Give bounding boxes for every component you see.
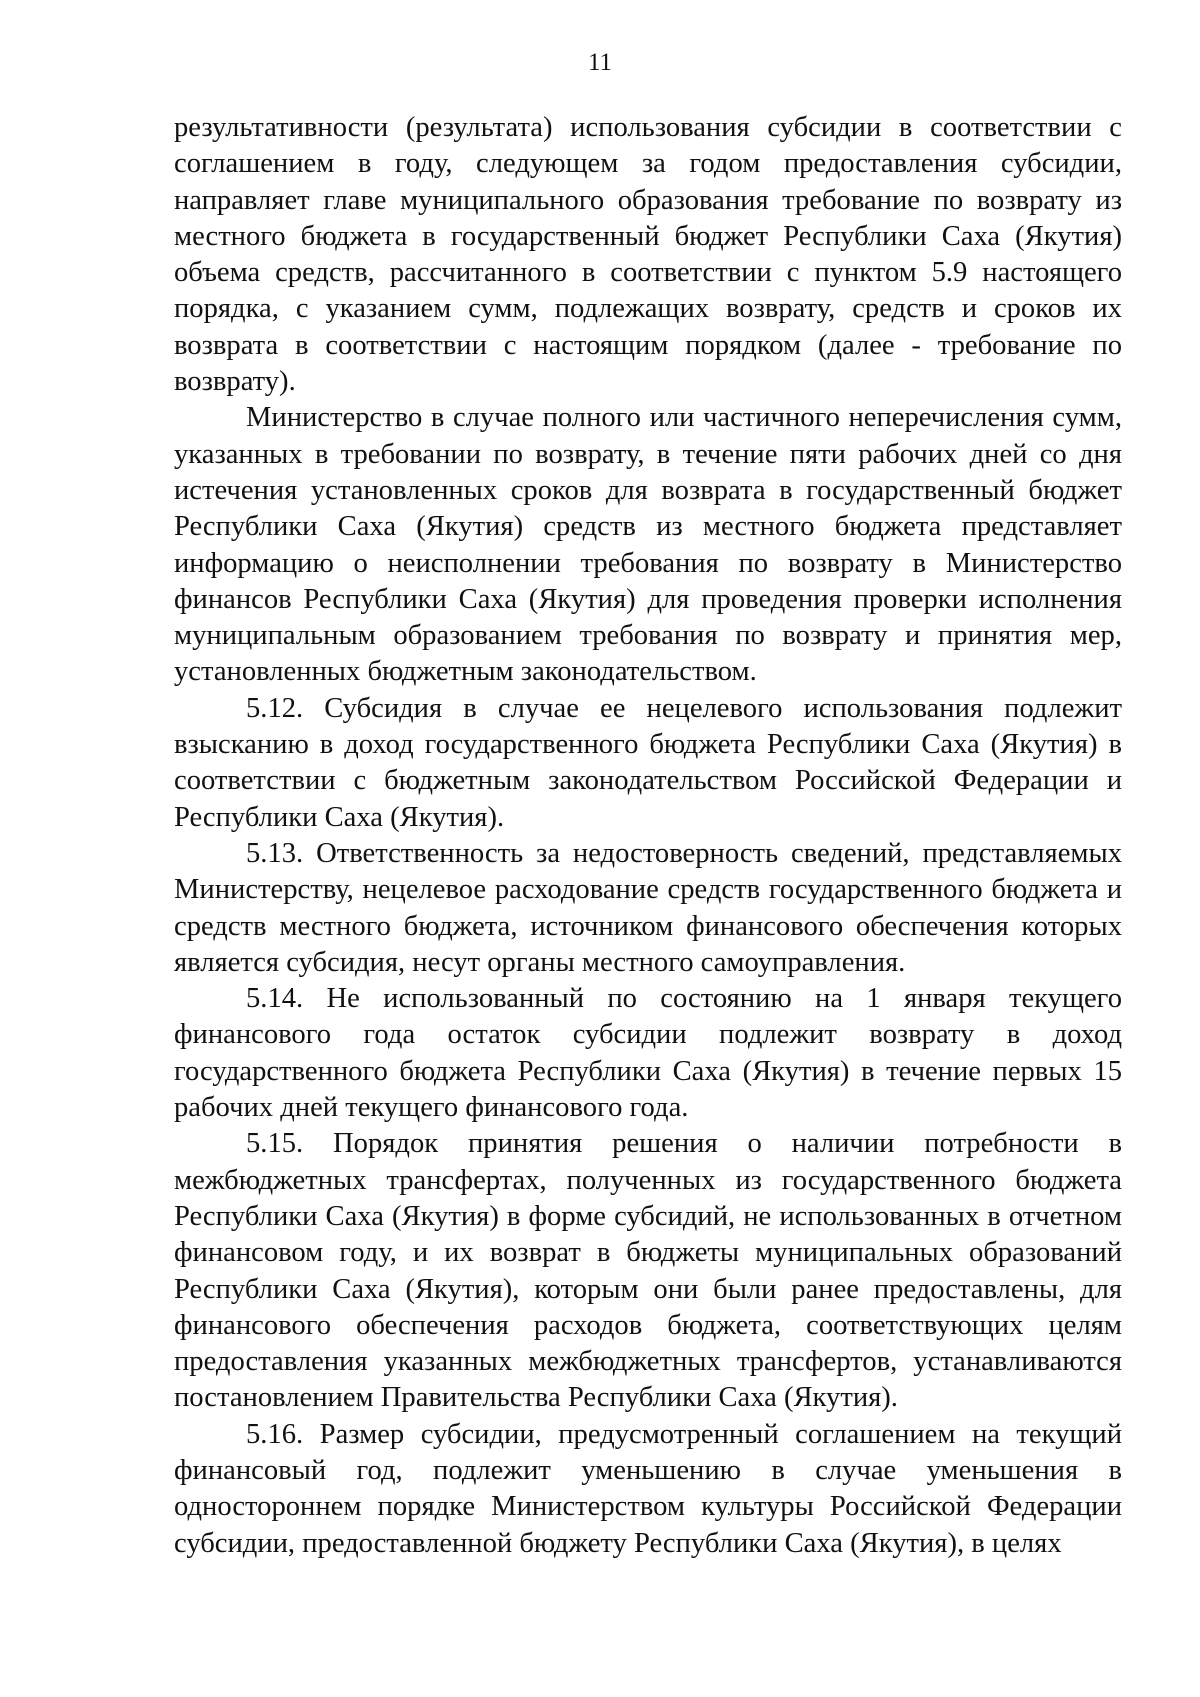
paragraph-5-16: 5.16. Размер субсидии, предусмотренный соглашением на текущий финансовый год, подлежит уменьшению в случае уменьшения в одностороннем порядке Министерством культуры Российской Федерации субсидии, предоставленной бюджету Республики Саха (Якутия), в целях [174, 1418, 1122, 1559]
paragraph-5-13: 5.13. Ответственность за недостоверность сведений, представляемых Министерству, нецелевое расходование средств государственного бюджета и средств местного бюджета, источником финансового обеспечения которых является субсидия, несут органы местного самоуправления. [174, 837, 1122, 978]
paragraph-5-12: 5.12. Субсидия в случае ее нецелевого использования подлежит взысканию в доход государственного бюджета Республики Саха (Якутия) в соответствии с бюджетным законодательством Российской Федерации и Республики Саха (Якутия). [174, 692, 1122, 833]
paragraph-continuation: результативности (результата) использования субсидии в соответствии с соглашением в году, следующем за годом предоставления субсидии, направляет главе муниципального образования требование по возврату из местного бюджета в государственный бюджет Республики Саха (Якутия) объема средств, рассчитанного в соответствии с пунктом 5.9 настоящего порядка, с указанием сумм, подлежащих возврату, средств и сроков их возврата в соответствии с настоящим порядком (далее - требование по возврату). [174, 112, 1122, 398]
document-body [174, 110, 1122, 1562]
paragraph-ministry-notice: Министерство в случае полного или частичного неперечисления сумм, указанных в требовании по возврату, в течение пяти рабочих дней со дня истечения установленных сроков для возврата в государственный бюджет Республики Саха (Якутия) средств из местного бюджета представляет информацию о неисполнении требования по возврату в Министерство финансов Республики Саха (Якутия) для проведения проверки исполнения муниципальным образованием требования по возврату и принятия мер, установленных бюджетным законодательством. [174, 402, 1122, 688]
page-number: 11 [587, 49, 613, 76]
paragraph-5-14: 5.14. Не использованный по состоянию на 1 января текущего финансового года остаток субсидии подлежит возврату в доход государственного бюджета Республики Саха (Якутия) в течение первых 15 рабочих дней текущего финансового года. [174, 983, 1122, 1124]
paragraph-5-15: 5.15. Порядок принятия решения о наличии потребности в межбюджетных трансфертах, полученных из государственного бюджета Республики Саха (Якутия) в форме субсидий, не использованных в отчетном финансовом году, и их возврат в бюджеты муниципальных образований Республики Саха (Якутия), которым они были ранее предоставлены, для финансового обеспечения расходов бюджета, соответствующих целям предоставления указанных межбюджетных трансфертов, устанавливаются постановлением Правительства Республики Саха (Якутия). [174, 1128, 1122, 1414]
